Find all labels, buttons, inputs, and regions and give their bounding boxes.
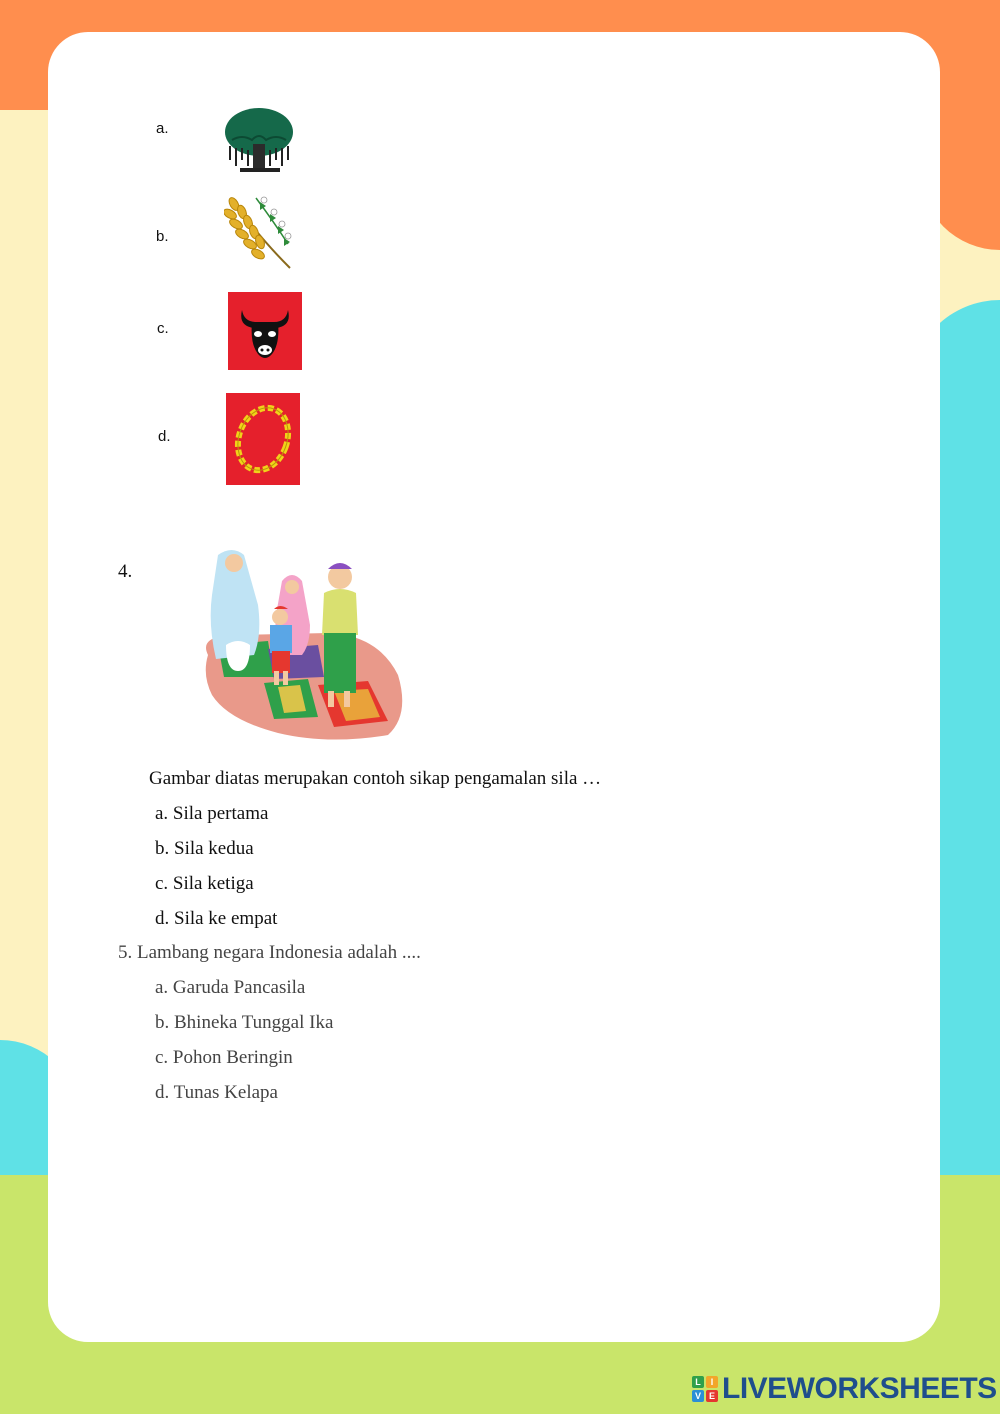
q5-option-a[interactable]: a. Garuda Pancasila: [155, 977, 306, 998]
liveworksheets-logo: [692, 1372, 997, 1406]
q3-option-b-letter: b.: [156, 228, 169, 245]
q5-question: 5. Lambang negara Indonesia adalah ....: [118, 942, 421, 963]
logo-block-e: E: [706, 1390, 718, 1402]
logo-block-v: V: [692, 1390, 704, 1402]
worksheet-card: [48, 32, 940, 1342]
q4-option-b[interactable]: b. Sila kedua: [155, 838, 254, 859]
q3-option-a-letter: a.: [156, 120, 169, 137]
q5-option-b[interactable]: b. Bhineka Tunggal Ika: [155, 1012, 334, 1033]
banyan-tree-icon: [222, 106, 296, 174]
chain-icon: [226, 393, 300, 485]
q4-option-d[interactable]: d. Sila ke empat: [155, 908, 278, 929]
logo-blocks: [692, 1376, 718, 1402]
q3-option-d-letter: d.: [158, 428, 171, 445]
q4-option-a[interactable]: a. Sila pertama: [155, 803, 269, 824]
logo-block-l: L: [692, 1376, 704, 1388]
q4-option-c[interactable]: c. Sila ketiga: [155, 873, 254, 894]
logo-text: LIVEWORKSHEETS: [722, 1372, 997, 1405]
q3-option-c-letter: c.: [157, 320, 169, 337]
rice-cotton-icon: [224, 192, 298, 272]
q5-option-d[interactable]: d. Tunas Kelapa: [155, 1082, 278, 1103]
logo-block-i: I: [706, 1376, 718, 1388]
q4-number: 4.: [118, 561, 133, 582]
q4-question: Gambar diatas merupakan contoh sikap pengamalan sila …: [149, 768, 602, 789]
q5-option-c[interactable]: c. Pohon Beringin: [155, 1047, 293, 1068]
bull-head-icon: [228, 292, 302, 370]
family-praying-illustration: [198, 545, 408, 745]
